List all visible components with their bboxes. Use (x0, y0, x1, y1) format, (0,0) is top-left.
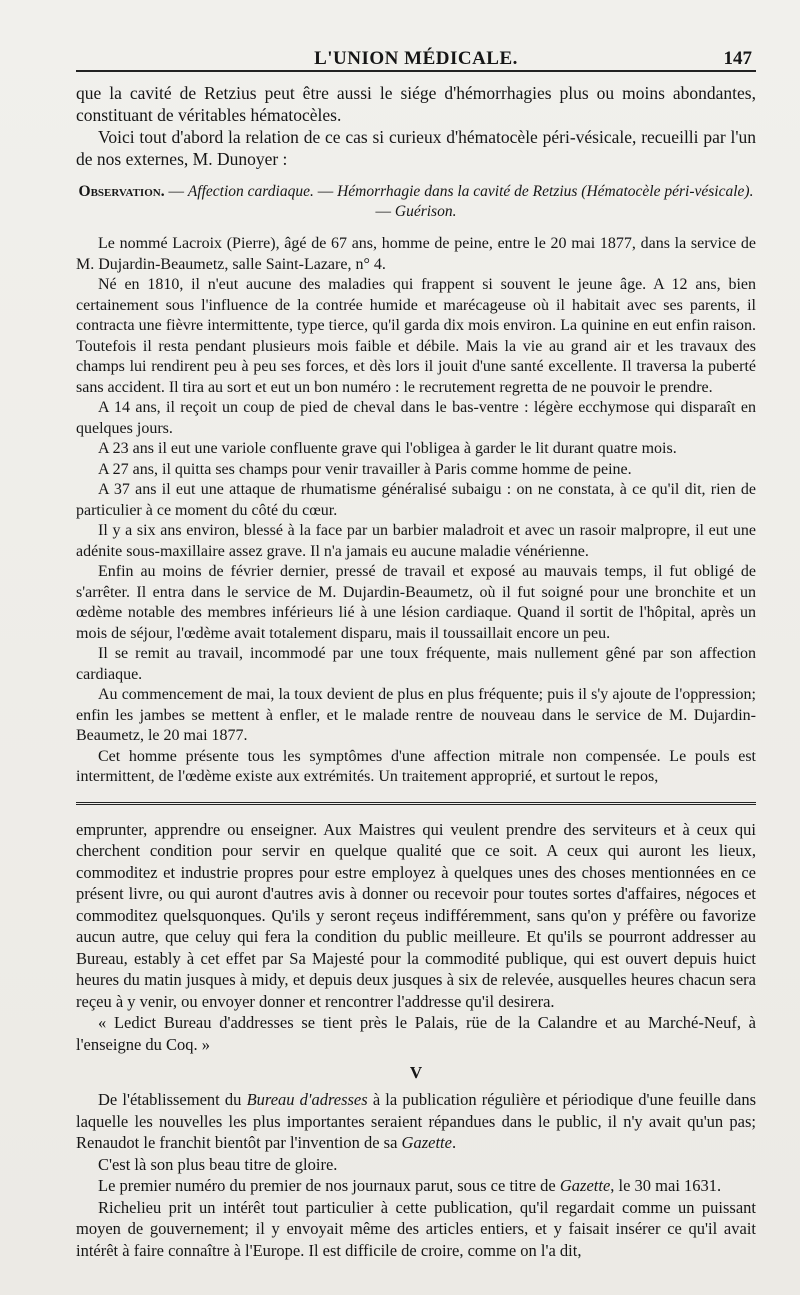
paragraph: Au commencement de mai, la toux devient de plus en plus fréquente; puis il s'y ajoute de l'oppression; enfin les jambes se mettent à enfler, et le malade rentre de nouveau dans le service de M. Dujardin-Beaumetz, le 20 mai 1877. (76, 686, 756, 744)
observation-label: Observation. (78, 183, 165, 200)
observation-title-b: Hémorrhagie dans la cavité de Retzius (Hématocèle péri-vésicale). (337, 183, 754, 200)
paragraph: Le nommé Lacroix (Pierre), âgé de 67 ans, homme de peine, entre le 20 mai 1877, dans la service de M. Dujardin-Beaumetz, salle Saint-Lazare, n° 4. (76, 235, 756, 273)
paragraph: Cet homme présente tous les symptômes d'une affection mitrale non compensée. Le pouls est intermittent, de l'œdème existe aux extrémités. Un traitement approprié, et surtout le repos, (76, 747, 756, 785)
text-run: , le 30 mai 1631. (610, 1176, 722, 1195)
page-header (76, 40, 756, 72)
paragraph: A 37 ans il eut une attaque de rhumatisme généralisé subaigu : on ne constata, à ce qu'il dit, rien de particulier à ce moment du côté du cœur. (76, 481, 756, 519)
paragraph: Né en 1810, il n'eut aucune des maladies qui frappent si souvent le jeune âge. A 12 ans, bien certainement sous l'influence de la contrée humide et marécageuse où il habitait avec ses parents, il contracta une fièvre intermittente, type tierce, qu'il garda dix mois environ. La quinine en eut enfin raison. Toutefois il resta pendant plusieurs mois faible et débile. Mais la vie au grand air et les travaux des champs lui rendirent peu à peu ses forces, et dès lors il jouit d'une santé excellente. Il traversa la puberté sans accident. Il tira au sort et eut un bon numéro : le recrutement regretta de ne pouvoir le prendre. (76, 276, 756, 396)
italic-run: Bureau d'adresses (246, 1090, 368, 1109)
dash: — (313, 183, 338, 200)
paragraph: C'est là son plus beau titre de gloire. (98, 1154, 338, 1174)
feuilleton-divider (76, 802, 756, 805)
feuilleton (76, 819, 756, 1262)
text-run: à la publication régulière et périodique d'une feuille dans laquelle les nouvelles les plus importantes seraient répandues dans le public, il n'y avait qu'un pas; Renaudot le franchit bientôt par l'invention de sa (76, 1090, 756, 1152)
paragraph (76, 1089, 756, 1154)
italic-run: Gazette (559, 1176, 611, 1195)
paragraph: Enfin au moins de février dernier, pressé de travail et exposé au mauvais temps, il fut obligé de s'arrêter. Il entra dans le service de M. Dujardin-Beaumetz, où il fut soigné pour une bronchite et un œdème notable des membres inférieurs lié à une lésion cardiaque. Quand il sortit de l'hôpital, après un mois de séjour, l'œdème avait totalement disparu, mais il toussaillait encore un peu. (76, 563, 756, 642)
observation-heading (76, 182, 756, 222)
case-report (76, 234, 756, 788)
page-number: 147 (723, 48, 752, 69)
observation-title-c: Guérison. (394, 203, 457, 220)
paragraph (76, 1175, 756, 1197)
dash: — (375, 203, 395, 220)
paragraph: A 27 ans, il quitta ses champs pour venir travailler à Paris comme homme de peine. (98, 460, 632, 478)
running-title: L'UNION MÉDICALE. (314, 48, 518, 69)
paragraph: Richelieu prit un intérêt tout particulier à cette publication, qu'il regardait comme un puissant moyen de gouvernement; il y envoyait même des articles entiers, et y faisait insérer ce qu'il avait intérêt à faire connaître à l'Europe. Il est difficile de croire, comme on l'a dit, (76, 1197, 756, 1260)
text-run: . (451, 1133, 457, 1152)
article-intro (76, 82, 756, 170)
observation-title-a: Affection cardiaque. (187, 183, 314, 200)
paragraph: A 14 ans, il reçoit un coup de pied de cheval dans le bas-ventre : légère ecchymose qui disparaît en quelques jours. (76, 399, 756, 437)
paragraph: « Ledict Bureau d'addresses se tient près le Palais, rüe de la Calandre et au Marché-Neuf, à l'enseigne du Coq. » (76, 1013, 756, 1054)
italic-run: Gazette (401, 1133, 452, 1152)
section-number: V (409, 1063, 423, 1082)
paragraph: Il se remit au travail, incommodé par une toux fréquente, mais nullement gêné par son affection cardiaque. (76, 645, 756, 683)
text-run: De l'établissement du (98, 1090, 247, 1109)
paragraph: Il y a six ans environ, blessé à la face par un barbier maladroit et avec un rasoir malpropre, il eut une adénite sous-maxillaire assez grave. Il n'a jamais eu aucune maladie vénérienne. (76, 522, 756, 560)
paragraph: Voici tout d'abord la relation de ce cas si curieux d'hématocèle péri-vésicale, recueilli par l'un de nos externes, M. Dunoyer : (76, 127, 756, 169)
paragraph: emprunter, apprendre ou enseigner. Aux Maistres qui veulent prendre des serviteurs et à ceux qui cherchent condition pour servir en quelque qualité que ce soit. A ceux qui auront les lieux, commoditez et industrie propres pour estre employez à quelques unes des choses mentionnées en ce présent livre, ou qui auront d'autres avis à donner ou recevoir pour toutes sortes d'affaires, négoces et commoditez quelsquonques. Qu'ils y seront reçeus indifféremment, sans qu'on y préfère ou favorize aucun autre, que celuy qui fera la condition du public meilleure. Et qu'ils se pourront addresser au Bureau, estably à cet effet par Sa Majesté pour la commodité publique, qui est ouvert depuis huict heures du matin jusques à midy, et depuis deux jusques à six de relevée, ausquelles heures chacun sera reçeu à y venir, ou envoyer donner et rencontrer l'addresse qu'il desirera. (76, 819, 756, 1011)
paragraph: A 23 ans il eut une variole confluente grave qui l'obligea à garder le lit durant quatre mois. (98, 440, 677, 457)
dash: — (164, 183, 188, 200)
paragraph: que la cavité de Retzius peut être aussi le siége d'hémorrhagies plus ou moins abondantes, constituant de véritables hématocèles. (76, 83, 756, 125)
text-run: Le premier numéro du premier de nos journaux parut, sous ce titre de (98, 1176, 560, 1195)
